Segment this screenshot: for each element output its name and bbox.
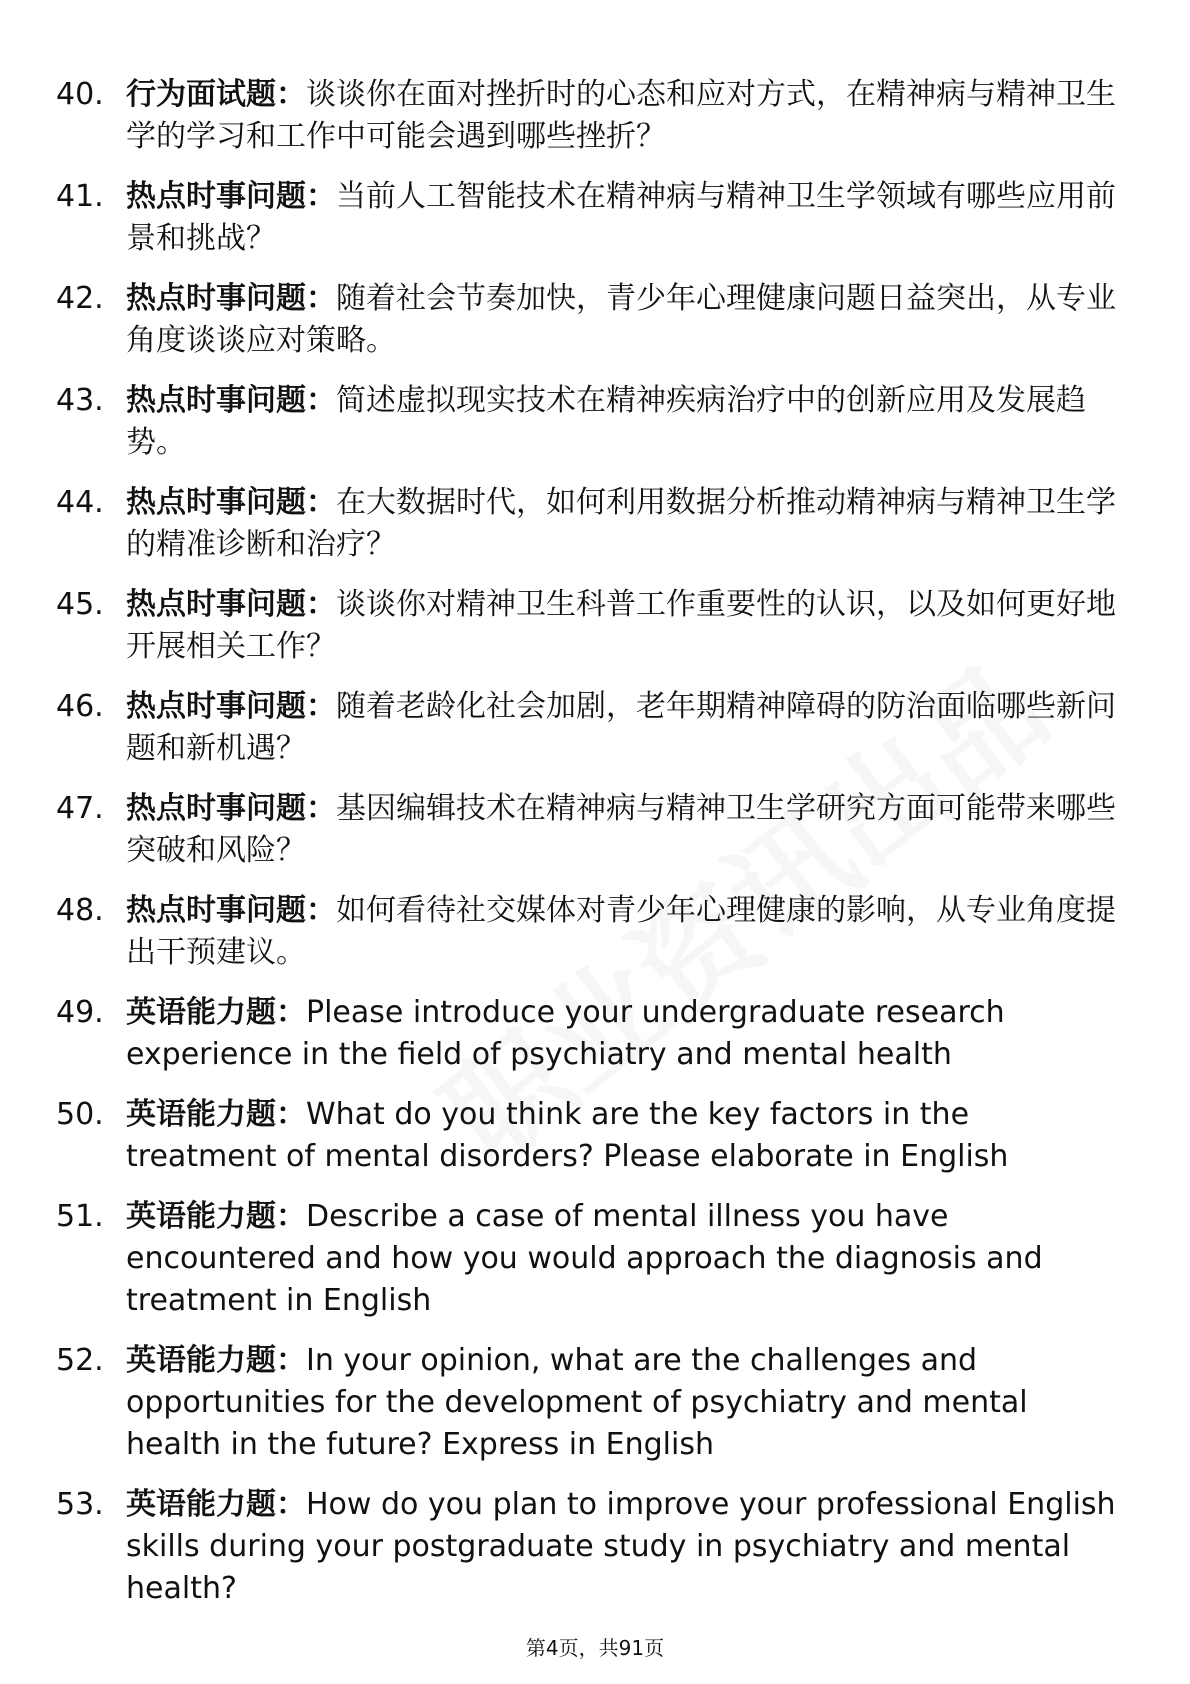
question-number: 49. [56,995,104,1030]
question-category: 行为面试题： [126,77,306,112]
question-text: In your opinion, what are the challenges and opportunities for the development of psychiatry and mental health in the future? Express in English [126,1343,1028,1462]
question-number: 53. [56,1487,104,1522]
question-text: 随着社会节奏加快，青少年心理健康问题日益突出，从专业角度谈谈应对策略。 [126,281,1116,358]
question-category: 热点时事问题： [126,791,336,826]
question-body [126,1484,1116,1610]
question-category: 英语能力题： [126,1199,306,1234]
question-body [126,1094,1116,1178]
question-item [56,1094,1116,1178]
question-body [126,686,1116,770]
question-number: 47. [56,791,104,826]
question-body [126,74,1116,158]
question-number: 51. [56,1199,104,1234]
question-body [126,788,1116,872]
question-item [56,1340,1116,1466]
question-text: 在大数据时代，如何利用数据分析推动精神病与精神卫生学的精准诊断和治疗？ [126,485,1116,562]
question-number: 44. [56,485,104,520]
question-number: 52. [56,1343,104,1378]
question-number: 41. [56,179,104,214]
question-number: 40. [56,77,104,112]
question-category: 英语能力题： [126,1343,306,1378]
question-category: 热点时事问题： [126,383,336,418]
question-item [56,890,1116,974]
question-body [126,278,1116,362]
page-footer: 第4页，共91页 [525,1636,665,1660]
question-item [56,992,1116,1076]
question-text: 谈谈你对精神卫生科普工作重要性的认识，以及如何更好地开展相关工作？ [126,587,1116,664]
question-body [126,1196,1116,1322]
question-category: 英语能力题： [126,1097,306,1132]
question-item [56,686,1116,770]
question-body [126,992,1116,1076]
question-number: 43. [56,383,104,418]
question-item [56,482,1116,566]
question-category: 英语能力题： [126,1487,306,1522]
question-category: 热点时事问题： [126,281,336,316]
question-category: 热点时事问题： [126,893,336,928]
question-text: 随着老龄化社会加剧，老年期精神障碍的防治面临哪些新问题和新机遇？ [126,689,1116,766]
question-item [56,1484,1116,1610]
question-text: 基因编辑技术在精神病与精神卫生学研究方面可能带来哪些突破和风险？ [126,791,1116,868]
question-body [126,380,1116,464]
question-category: 热点时事问题： [126,689,336,724]
question-body [126,890,1116,974]
question-item [56,74,1116,158]
question-list [56,74,1116,1628]
question-category: 热点时事问题： [126,179,336,214]
question-text: What do you think are the key factors in the treatment of mental disorders? Please elaborate in English [126,1097,1009,1174]
question-text: Please introduce your undergraduate research experience in the field of psychiatry and mental health [126,995,1005,1072]
question-item [56,584,1116,668]
question-body [126,1340,1116,1466]
question-item [56,1196,1116,1322]
question-text: 当前人工智能技术在精神病与精神卫生学领域有哪些应用前景和挑战？ [126,179,1116,256]
question-category: 热点时事问题： [126,485,336,520]
question-number: 50. [56,1097,104,1132]
question-text: Describe a case of mental illness you have encountered and how you would approach the diagnosis and treatment in English [126,1199,1043,1318]
question-body [126,176,1116,260]
question-item [56,788,1116,872]
question-item [56,176,1116,260]
question-category: 热点时事问题： [126,587,336,622]
question-text: How do you plan to improve your professional English skills during your postgraduate study in psychiatry and mental health? [126,1487,1116,1606]
question-number: 46. [56,689,104,724]
question-number: 42. [56,281,104,316]
question-item [56,278,1116,362]
question-body [126,584,1116,668]
question-text: 简述虚拟现实技术在精神疾病治疗中的创新应用及发展趋势。 [126,383,1086,460]
question-item [56,380,1116,464]
question-body [126,482,1116,566]
question-text: 如何看待社交媒体对青少年心理健康的影响，从专业角度提出干预建议。 [126,893,1116,970]
question-number: 48. [56,893,104,928]
question-category: 英语能力题： [126,995,306,1030]
question-number: 45. [56,587,104,622]
question-text: 谈谈你在面对挫折时的心态和应对方式，在精神病与精神卫生学的学习和工作中可能会遇到哪些挫折？ [126,77,1116,154]
